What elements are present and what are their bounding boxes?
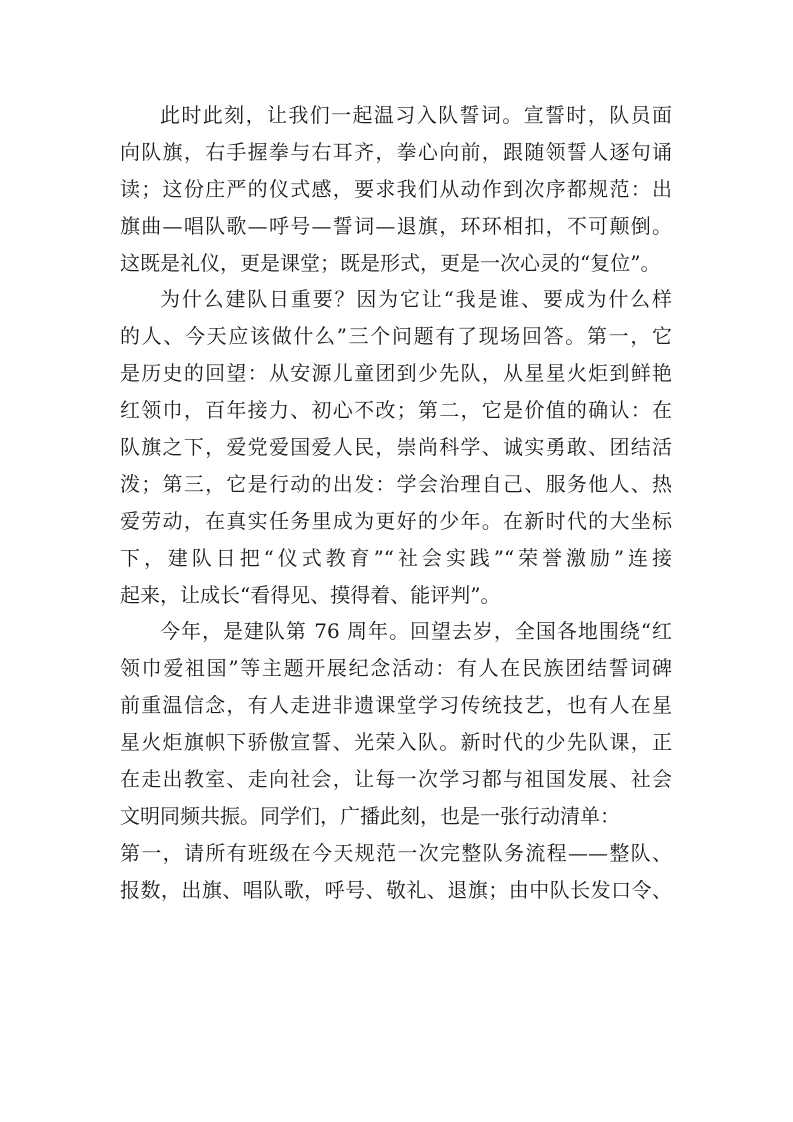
paragraph-2-line-7: 爱劳动，在真实任务里成为更好的少年。在新时代的大坐标 (120, 508, 672, 533)
paragraph-3-line-7: 第一，请所有班级在今天规范一次完整队务流程——整队、 (120, 840, 672, 865)
paragraph-2-line-4: 红领巾，百年接力、初心不改；第二，它是价值的确认：在 (120, 398, 672, 423)
paragraph-1-line-4: 旗曲—唱队歌—呼号—誓词—退旗，环环相扣，不可颠倒。 (120, 213, 672, 238)
paragraph-1-line-5: 这既是礼仪，更是课堂；既是形式，更是一次心灵的“复位”。 (120, 250, 661, 275)
paragraph-1-line-1: 此时此刻，让我们一起温习入队誓词。宣誓时，队员面 (160, 103, 672, 127)
paragraph-3-line-1: 今年，是建队第 76 周年。回望去岁，全国各地围绕“红 (160, 619, 672, 644)
paragraph-3-line-6: 文明同频共振。同学们，广播此刻，也是一张行动清单： (120, 803, 620, 828)
document-body (120, 97, 672, 909)
paragraph-1-line-3: 读；这份庄严的仪式感，要求我们从动作到次序都规范：出 (120, 176, 672, 201)
paragraph-3-line-5: 在走出教室、走向社会，让每一次学习都与祖国发展、社会 (120, 767, 672, 792)
paragraph-2-line-5: 队旗之下，爱党爱国爱人民，崇尚科学、诚实勇敢、团结活 (120, 435, 672, 460)
paragraph-2-line-9: 起来，让成长“看得见、摸得着、能评判”。 (120, 582, 501, 607)
paragraph-2-line-3: 是历史的回望：从安源儿童团到少先队，从星星火炬到鲜艳 (120, 361, 672, 386)
paragraph-3-line-8: 报数，出旗、唱队歌，呼号、敬礼、退旗；由中队长发口令、 (120, 877, 672, 902)
paragraph-3-line-4: 星火炬旗帜下骄傲宣誓、光荣入队。新时代的少先队课，正 (120, 730, 672, 755)
paragraph-3-line-2: 领巾爱祖国”等主题开展纪念活动：有人在民族团结誓词碑 (120, 656, 672, 681)
paragraph-3-line-3: 前重温信念，有人走进非遗课堂学习传统技艺，也有人在星 (120, 693, 672, 718)
paragraph-2-line-6: 泼；第三，它是行动的出发：学会治理自己、服务他人、热 (120, 471, 672, 496)
paragraph-1-line-2: 向队旗，右手握拳与右耳齐，拳心向前，跟随领誓人逐句诵 (120, 139, 672, 164)
paragraph-2-line-2: 的人、今天应该做什么”三个问题有了现场回答。第一，它 (120, 324, 672, 349)
paragraph-2-line-8: 下，建队日把“仪式教育”“社会实践”“荣誉激励”连接 (120, 545, 672, 570)
paragraph-2-line-1: 为什么建队日重要？因为它让“我是谁、要成为什么样 (160, 287, 672, 312)
